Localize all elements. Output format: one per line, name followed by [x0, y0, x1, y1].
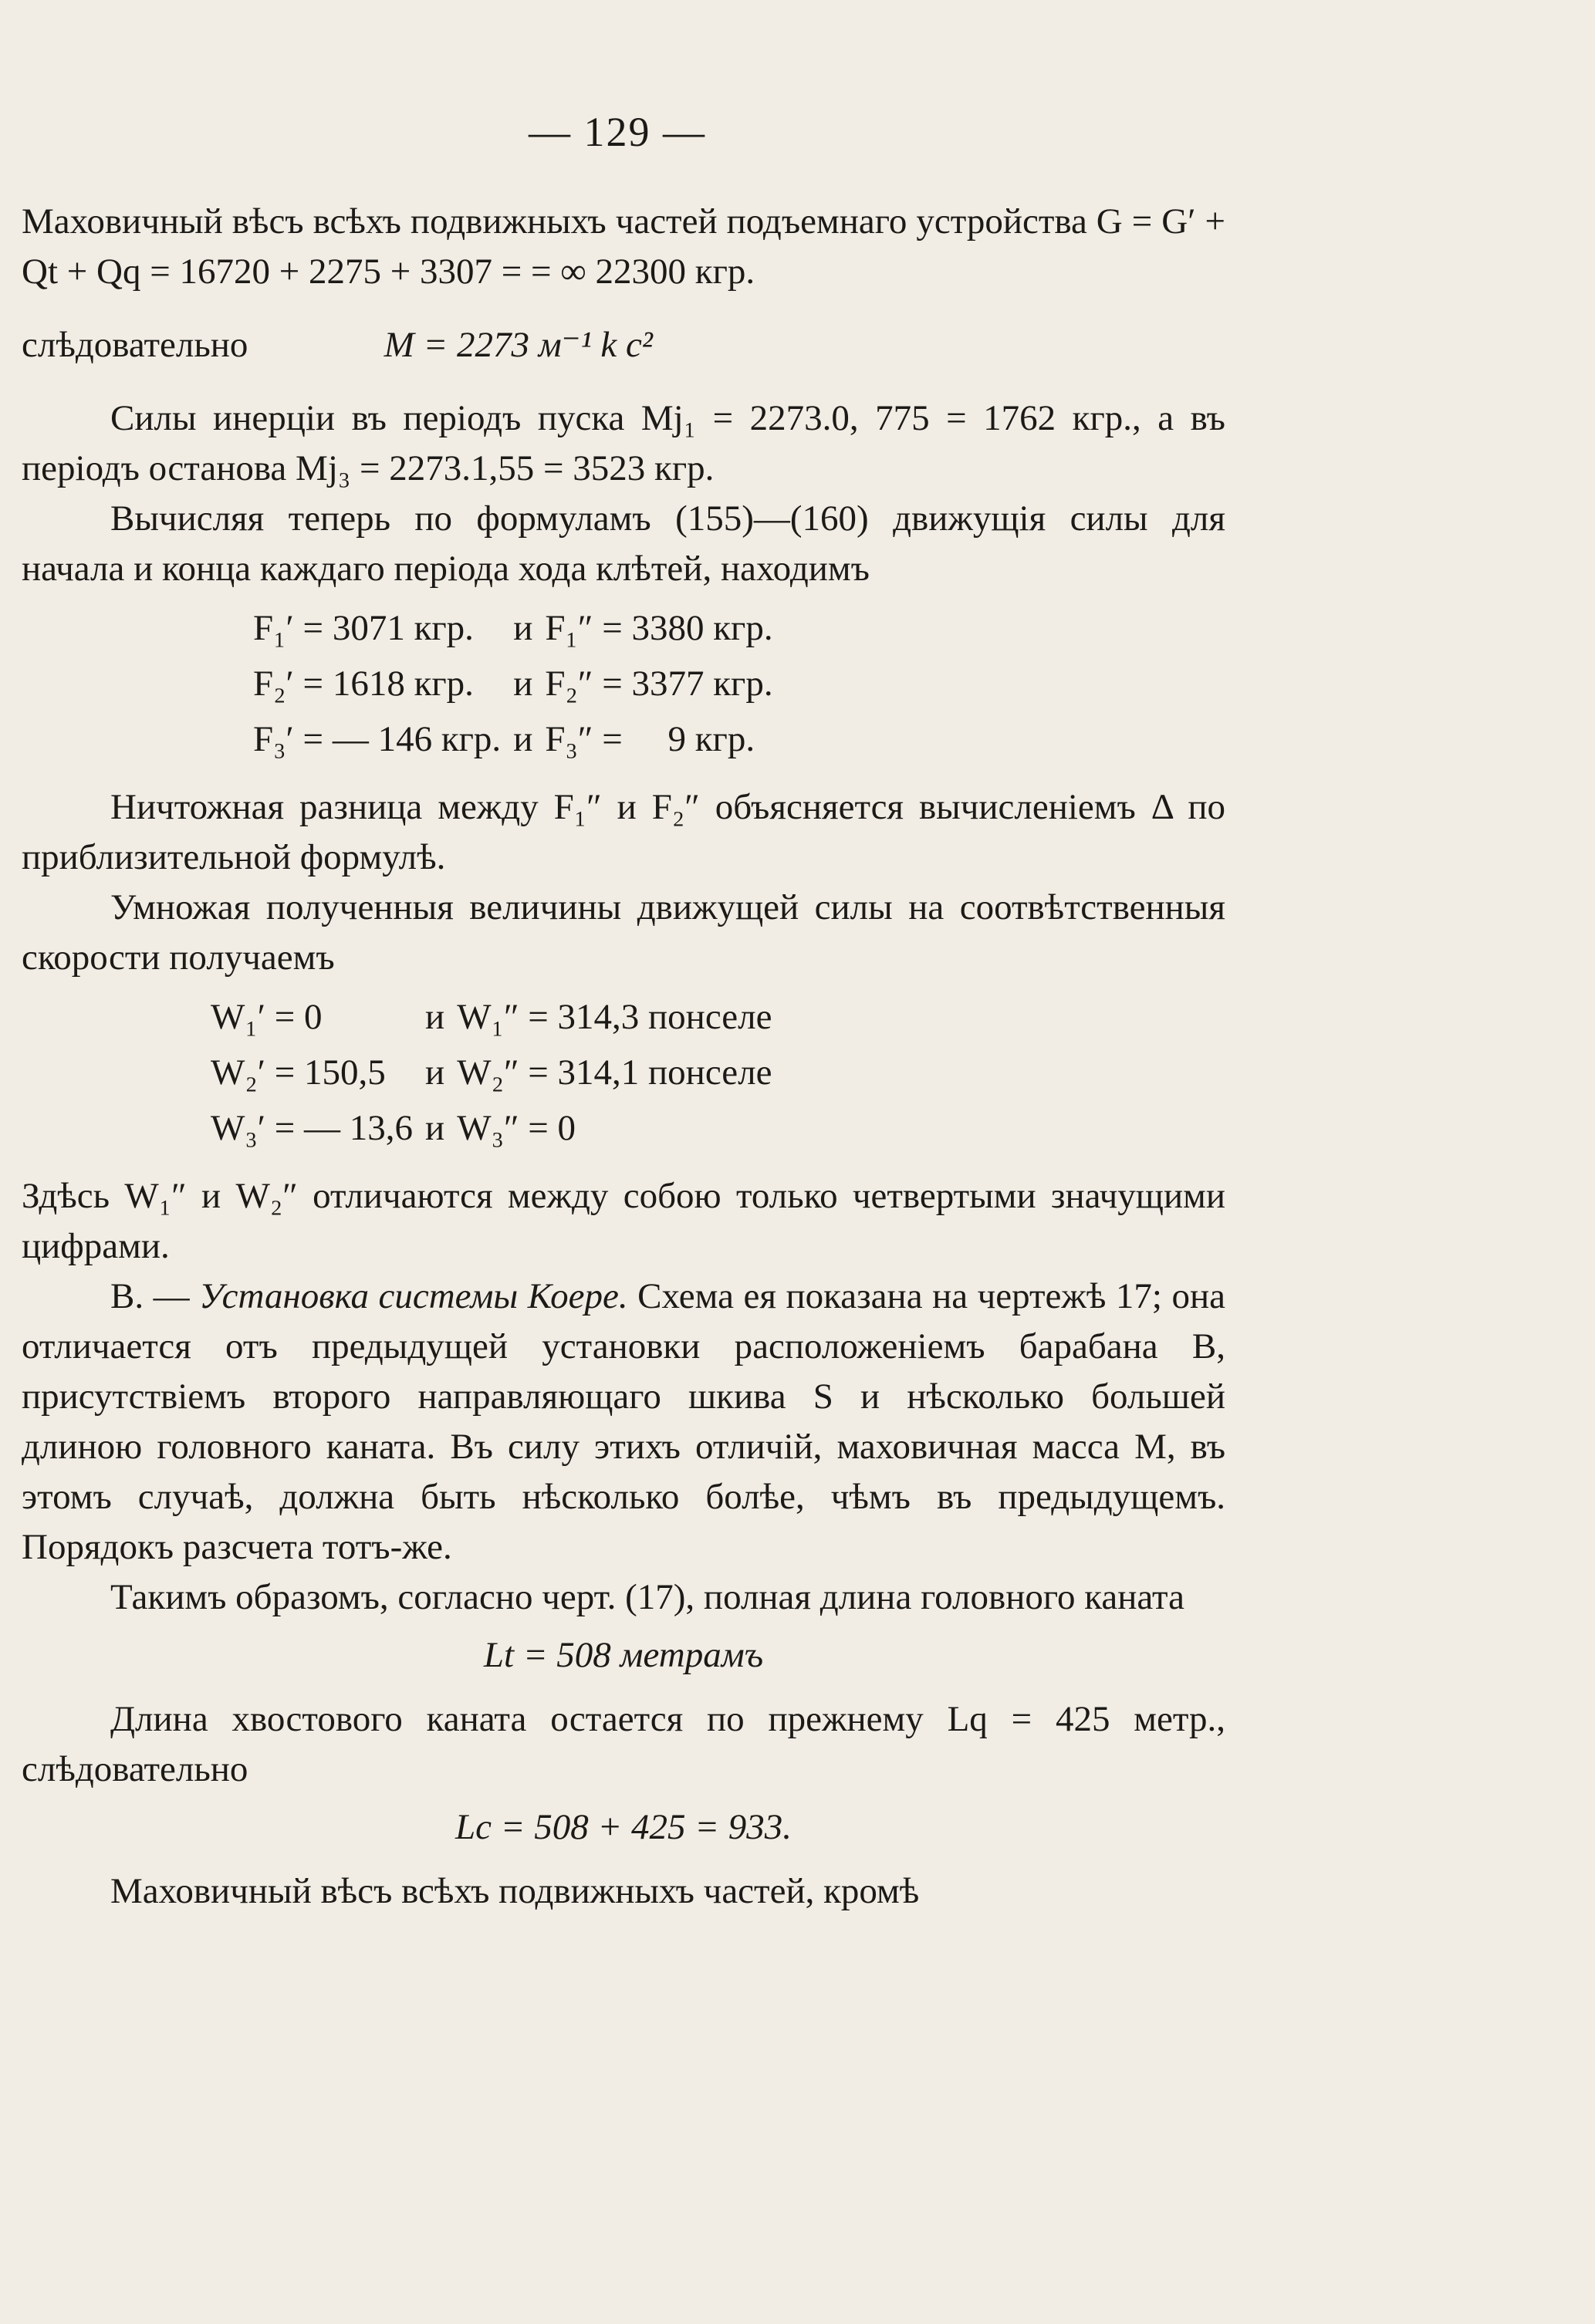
paragraph-here-w: Здѣсь W₁″ и W₂″ отличаются между собою только четвертыми значущими цифрами.: [22, 1176, 1225, 1266]
force-final: F₂″ = 3377 кгр.: [545, 664, 773, 704]
force-row: [253, 711, 786, 767]
section-text: Схема ея показана на чертежѣ 17; она отличается отъ предыдущей установки расположеніемъ барабана B, присутствіемъ второго направляющаго шкива S и нѣсколько большей длиною головного каната. Въ силу этихъ отличій, маховичная масса M, въ этомъ случаѣ, должна быть нѣсколько болѣе, чѣмъ въ предыдущемъ. Порядокъ разсчета тотъ-же.: [22, 1276, 1226, 1567]
power-initial: W₃′ = — 13,6: [211, 1108, 414, 1148]
paragraph-computing-forces: Вычисляя теперь по формуламъ (155)—(160) движущія силы для начала и конца каждаго періода хода клѣтей, находимъ: [22, 498, 1225, 589]
paragraph-inertia-forces: Силы инерціи въ періодъ пуска Mj₁ = 2273.0, 775 = 1762 кгр., а въ періодъ останова Mj₃ = 2273.1,55 = 3523 кгр.: [22, 398, 1225, 488]
force-row: [253, 600, 786, 656]
paragraph-tail-rope: Длина хвостового каната остается по прежнему Lq = 425 метр., слѣдовательно: [22, 1699, 1225, 1789]
force-final: F₁″ = 3380 кгр.: [545, 608, 773, 648]
power-final: W₃″ = 0: [457, 1108, 576, 1148]
conjunction: и: [425, 1052, 445, 1093]
paragraph-flywheel-weight-cont: Маховичный вѣсъ всѣхъ подвижныхъ частей, кромѣ: [110, 1871, 920, 1911]
force-final: F₃″ = 9 кгр.: [545, 719, 755, 759]
power-initial: W₁′ = 0: [211, 997, 323, 1037]
equation-lc: [22, 1802, 1225, 1853]
equation-lt-text: Lt = 508 метрамъ: [483, 1635, 764, 1675]
conjunction: и: [425, 1108, 445, 1148]
paragraph-difference: Ничтожная разница между F₁″ и F₂″ объясняется вычисленіемъ Δ по приблизительной формулѣ.: [22, 787, 1225, 877]
page-body: [22, 197, 1225, 1917]
force-initial: F₁′ = 3071 кгр.: [253, 608, 474, 648]
conjunction: и: [513, 664, 533, 704]
paragraph-multiplying: Умножая полученныя величины движущей силы на соотвѣтственныя скорости получаемъ: [22, 887, 1225, 978]
power-table: [211, 989, 784, 1156]
power-row: [211, 989, 784, 1045]
page-number: — 129 —: [529, 109, 706, 155]
force-initial: F₂′ = 1618 кгр.: [253, 664, 474, 704]
force-table: [253, 600, 786, 767]
mass-formula: M = 2273 м⁻¹ k c²: [384, 325, 653, 365]
equation-lt: [22, 1630, 1225, 1681]
power-final: W₁″ = 314,3 понселе: [457, 997, 772, 1037]
conjunction: и: [425, 997, 445, 1037]
power-row: [211, 1100, 784, 1156]
paragraph-flywheel-weight: Маховичный вѣсъ всѣхъ подвижныхъ частей подъемнаго устройства G = G′ + Qt + Qq = 16720 + 2275 + 3307 = = ∞ 22300 кгр.: [22, 201, 1225, 292]
equation-lc-text: Lc = 508 + 425 = 933.: [455, 1807, 792, 1847]
section-title: Установка системы Коере.: [199, 1276, 628, 1316]
force-initial: F₃′ = — 146 кгр.: [253, 719, 502, 759]
power-row: [211, 1045, 784, 1100]
paragraph-consequently: [22, 320, 1225, 370]
power-initial: W₂′ = 150,5: [211, 1052, 386, 1093]
conjunction: и: [513, 719, 533, 759]
paragraph-thus: Такимъ образомъ, согласно черт. (17), полная длина головного каната: [110, 1577, 1184, 1617]
paragraph-koepe-installation: [22, 1272, 1225, 1572]
power-final: W₂″ = 314,1 понселе: [457, 1052, 772, 1093]
section-marker: B. —: [110, 1276, 200, 1316]
consequently-label: слѣдовательно: [22, 325, 248, 365]
force-row: [253, 656, 786, 711]
conjunction: и: [513, 608, 533, 648]
